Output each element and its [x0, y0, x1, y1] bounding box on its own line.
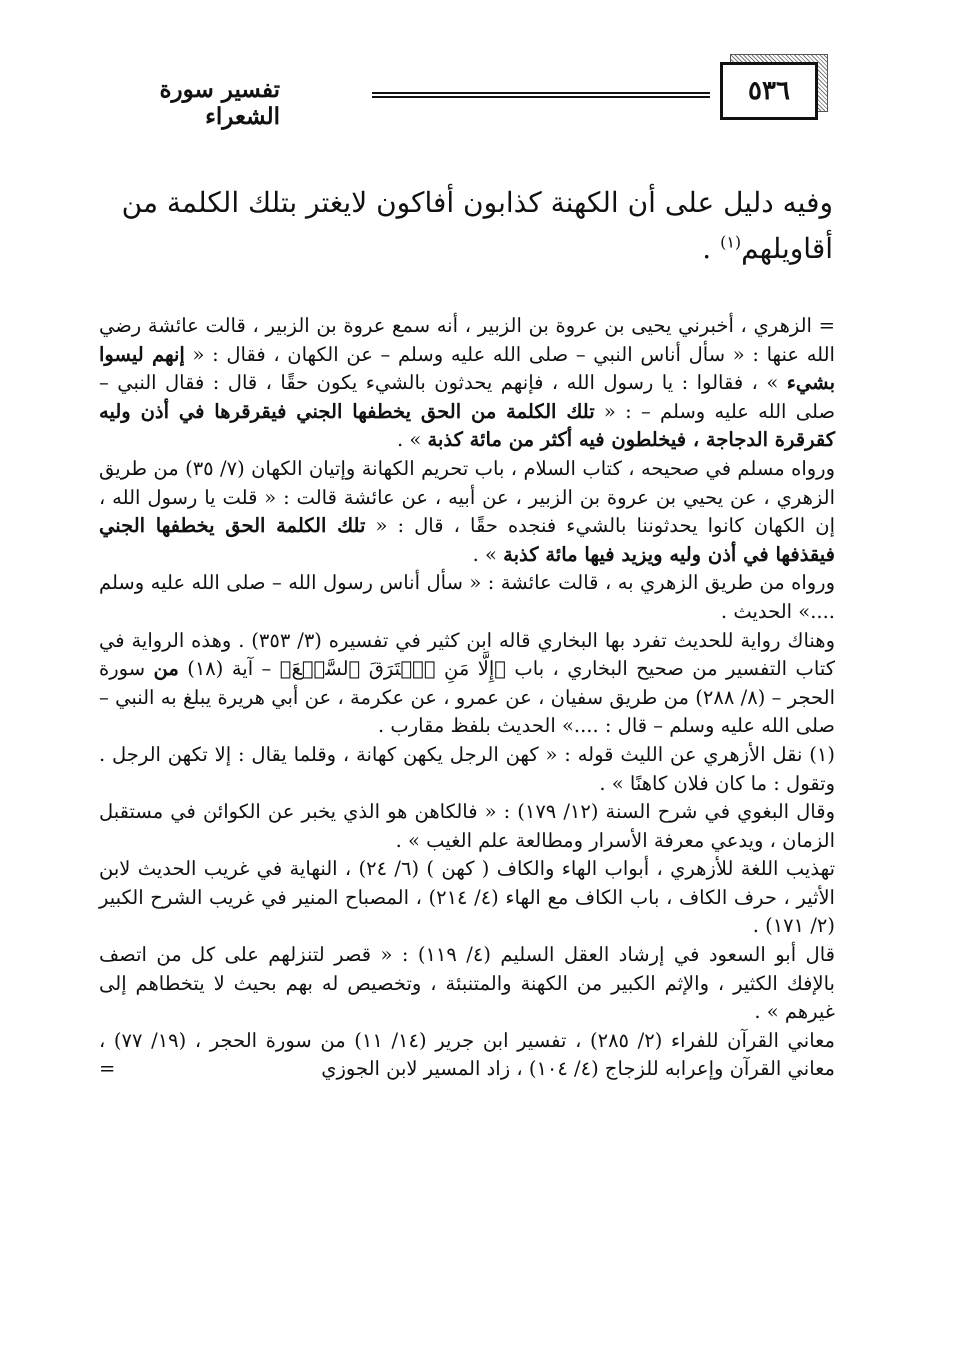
footnote-1-label: (١) [809, 742, 835, 766]
baghawi-paragraph: وقال البغوي في شرح السنة (١٢/ ١٧٩) : « فالكاهن هو الذي يخبر عن الكوائن في مستقبل الزمان ، ويدعي معرفة الأسرار ومطالعة علم الغيب » . [99, 800, 835, 852]
maani-text: معاني القرآن للفراء (٢/ ٢٨٥) ، تفسير ابن جرير (١٤/ ١١) من سورة الحجر ، (١٩/ ٧٧) ، معاني القرآن وإعرابه للزجاج (٤/ ١٠٤) ، زاد المسير لابن الجوزي [99, 1028, 835, 1081]
muslim-paragraph [99, 455, 835, 569]
running-title: تفسير سورة الشعراء [159, 76, 280, 130]
continuation-text-d: » . [396, 428, 428, 452]
continuation-mark: = [99, 1057, 116, 1081]
muslim-text-a: ورواه مسلم في صحيحه ، كتاب السلام ، باب تحريم الكهانة وإتيان الكهان (٧/ ٣٥) من طريق الزهري ، عن يحيي بن عروة بن الزبير ، عن أبيه ، عن عائشة قالت : « قلت يا رسول الله ، إن الكهان كانوا يحدثوننا بالشيء فنجده حقًا ، قال : « [99, 456, 835, 538]
continuation-text-a: = الزهري ، أخبرني يحيى بن عروة بن الزبير ، أنه سمع عروة بن الزبير ، قالت عائشة رضي الله عنها : « سأل أناس النبي – صلى الله عليه وسلم – عن الكهان ، فقال : « [99, 314, 835, 366]
main-line-2-word: أقاويلهم [741, 232, 833, 265]
page-number: ٥٣٦ [720, 62, 818, 120]
bukhari-paragraph [99, 627, 835, 741]
continuation-bold-2: تلك الكلمة من الحق يخطفها الجني فيقرقرها في أذن وليه كقرقرة الدجاجة ، فيخلطون فيه أكثر من مائة كذبة [99, 399, 835, 452]
bukhari-text-a: وهناك رواية للحديث تفرد بها البخاري قاله ابن كثير في تفسيره (٣/ ٣٥٣) . وهذه الرواية في كتاب التفسير من صحيح البخاري ، باب ﴿إِلَّا مَنِ ٱسۡتَرَقَ ٱلسَّمۡعَ﴾ – آية (١٨) [99, 628, 835, 681]
muslim-bold: تلك الكلمة الحق يخطفها الجني فيقذفها في أذن وليه ويزيد فيها مائة كذبة [99, 514, 835, 566]
header-rule [372, 92, 710, 98]
muslim-text-c: » . [472, 542, 504, 566]
bukhari-text-c: سورة الحجر – (٨/ ٢٨٨) من طريق سفيان ، عن عمرو ، عن عكرمة ، عن أبي هريرة يبلغ به النبي – صلى الله عليه وسلم – قال : ....» الحديث بلفظ مقارب . [99, 657, 835, 738]
footnote-1-text: نقل الأزهري عن الليث قوله : « كهن الرجل يكهن كهانة ، وقلما يقال : إلا تكهن الرجل . وتقول : ما كان فلان كاهنًا » . [99, 742, 835, 795]
page-header [90, 62, 840, 132]
maani-paragraph [99, 1027, 835, 1084]
bukhari-bold: من [153, 657, 179, 681]
main-line-1-text: وفيه دليل على أن الكهنة كذابون أفاكون لايغتر بتلك الكلمة من [121, 186, 833, 219]
continuation-bold-1: إنهم ليسوا بشيء [99, 342, 835, 395]
footnote-reference: (١) [720, 232, 742, 252]
footnotes [99, 312, 835, 1084]
footnote-continuation [99, 312, 835, 455]
main-text [97, 180, 833, 272]
main-line-2-end: . [702, 232, 721, 265]
tahdhib-paragraph: تهذيب اللغة للأزهري ، أبواب الهاء والكاف ( كهن ) (٦/ ٢٤) ، النهاية في غريب الحديث لابن الأثير ، حرف الكاف ، باب الكاف مع الهاء (٤/ ٢١٤) ، المصباح المنير في غريب الشرح الكبير (٢/ ١٧١) . [99, 857, 836, 938]
muslim2-paragraph: ورواه من طريق الزهري به ، قالت عائشة : « سأل أناس رسول الله – صلى الله عليه وسلم ....» الحديث . [99, 571, 835, 623]
continuation-text-c: » ، فقالوا : يا رسول الله ، فإنهم يحدثون بالشيء يكون حقًا ، قال : فقال النبي – صلى الله عليه وسلم – : « [99, 371, 835, 423]
abu-suud-paragraph: قال أبو السعود في إرشاد العقل السليم (٤/ ١١٩) : « قصر لتنزلهم على كل من اتصف بالإفك الكثير ، والإثم الكبير من الكهنة والمتنبئة ، وتخصيص له بهم بحيث لا يتخطاهم إلى غيرهم » . [99, 943, 835, 1024]
main-line-1 [97, 180, 833, 226]
footnote-1 [99, 741, 835, 798]
main-line-2 [97, 226, 833, 272]
